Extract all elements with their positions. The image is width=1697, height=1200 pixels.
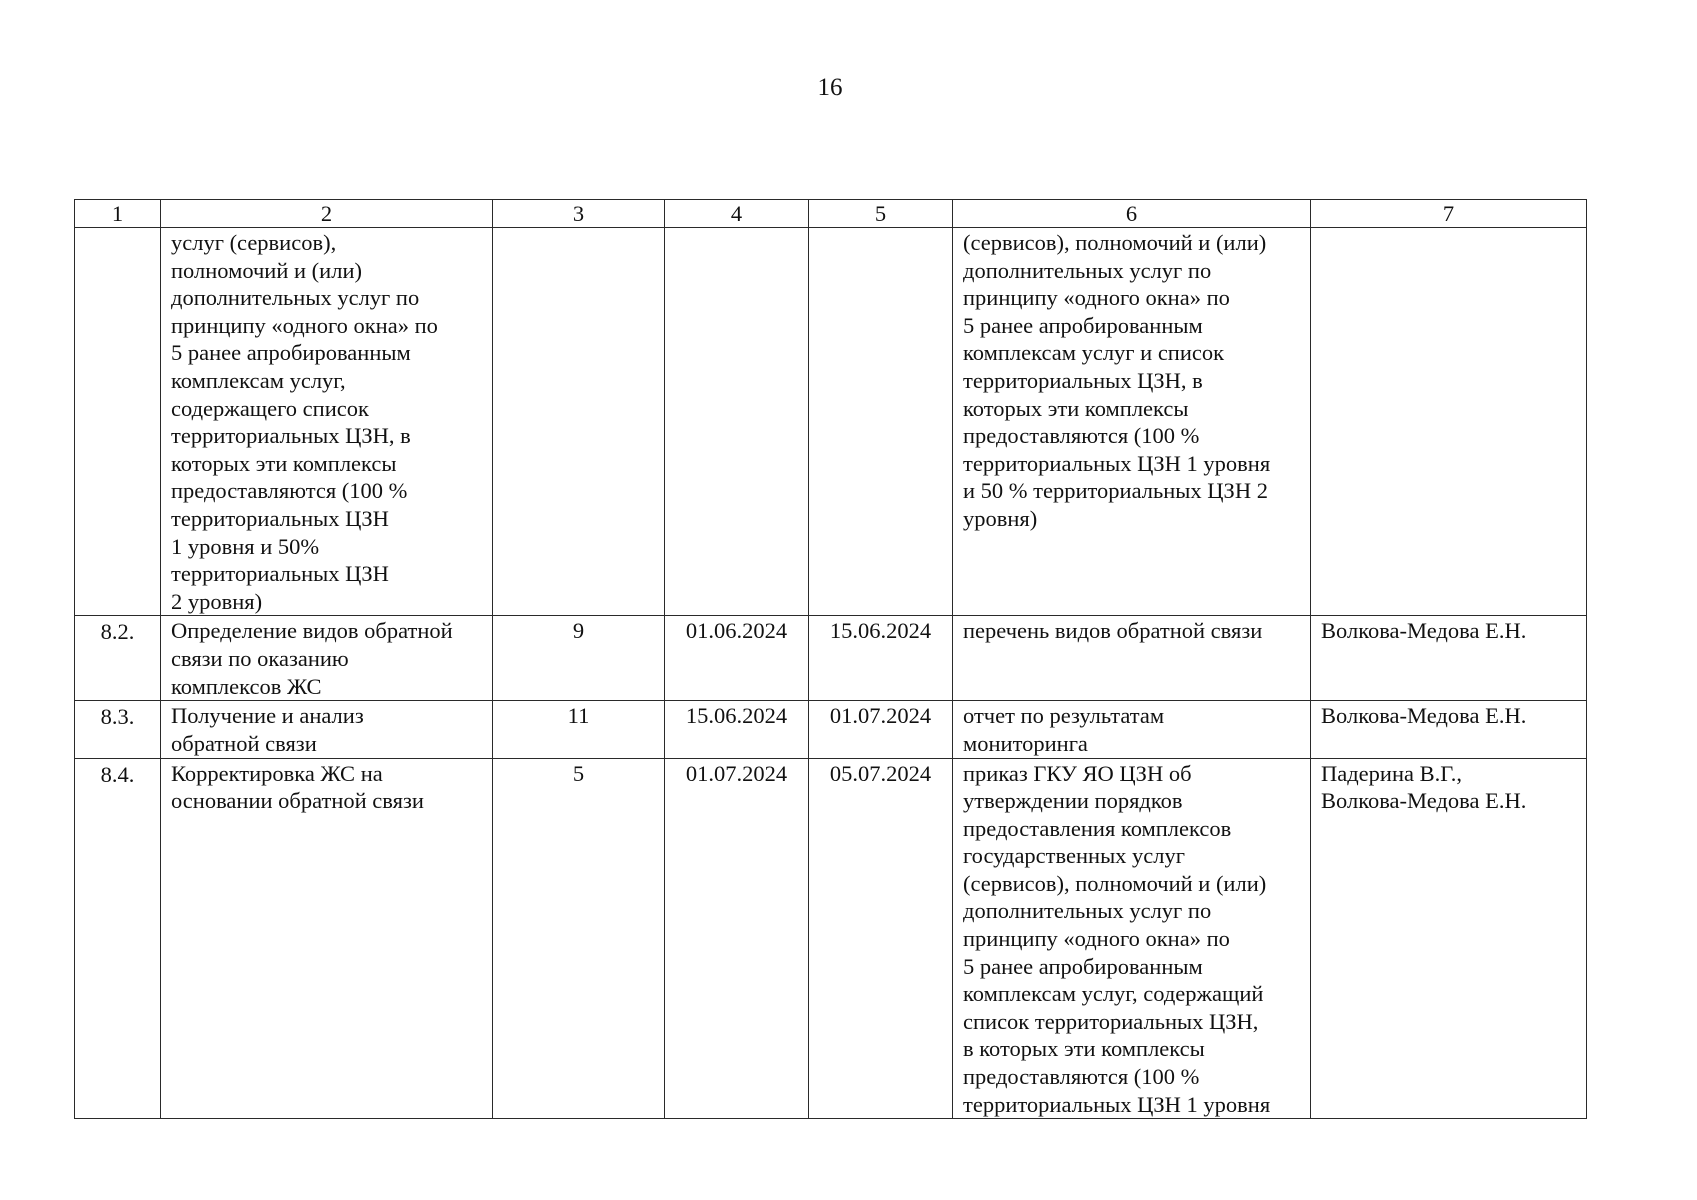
description-cell <box>161 616 493 701</box>
days-cell <box>493 616 665 701</box>
responsible-text: Волкова-Медова Е.Н. <box>1321 703 1527 729</box>
responsible-text: Падерина В.Г., Волкова-Медова Е.Н. <box>1321 760 1527 814</box>
end-date: 01.07.2024 <box>829 703 932 729</box>
table-row <box>75 228 1587 616</box>
days-cell <box>493 701 665 758</box>
days-value: 11 <box>567 703 590 729</box>
responsible-cell <box>1311 758 1587 1119</box>
start-date-cell <box>665 701 809 758</box>
column-header-5: 5 <box>809 200 953 228</box>
responsible-cell <box>1311 701 1587 758</box>
end-date: 05.07.2024 <box>829 760 932 786</box>
description-text: Получение и анализ обратной связи <box>171 703 364 756</box>
table-row <box>75 758 1587 1119</box>
result-cell <box>953 616 1311 701</box>
plan-table <box>74 199 1587 1119</box>
start-date: 01.07.2024 <box>685 760 788 786</box>
header-row <box>75 200 1587 228</box>
start-date-cell <box>665 758 809 1119</box>
row-number: 8.4. <box>100 761 135 787</box>
start-date-cell <box>665 228 809 616</box>
column-header-6: 6 <box>953 200 1311 228</box>
table-row <box>75 616 1587 701</box>
column-header-1: 1 <box>75 200 161 228</box>
result-text: отчет по результатам мониторинга <box>963 703 1165 756</box>
description-text: Определение видов обратной связи по оказанию комплексов ЖС <box>171 618 453 699</box>
description-text: услуг (сервисов), полномочий и (или) дополнительных услуг по принципу «одного окна» по 5 ранее апробированным комплексам услуг, содержащего список территориальных ЦЗН, в которых эти комплексы предоставляются (100 % территориальных ЦЗН 1 уровня и 50% территориальных ЦЗН 2 уровня) <box>171 230 438 614</box>
responsible-cell <box>1311 228 1587 616</box>
column-header-2: 2 <box>161 200 493 228</box>
row-number: 8.2. <box>100 619 135 645</box>
row-number-cell <box>75 616 161 701</box>
column-header-7: 7 <box>1311 200 1587 228</box>
description-text: Корректировка ЖС на основании обратной связи <box>171 760 424 814</box>
column-header-3: 3 <box>493 200 665 228</box>
responsible-text: Волкова-Медова Е.Н. <box>1321 618 1527 644</box>
result-text: перечень видов обратной связи <box>963 618 1263 644</box>
result-cell <box>953 758 1311 1119</box>
row-number-cell <box>75 758 161 1119</box>
days-value: 5 <box>572 760 585 786</box>
responsible-cell <box>1311 616 1587 701</box>
page-number: 16 <box>817 74 843 101</box>
description-cell <box>161 228 493 616</box>
row-number: 8.3. <box>100 704 135 730</box>
end-date-cell <box>809 616 953 701</box>
end-date-cell <box>809 701 953 758</box>
result-text: приказ ГКУ ЯО ЦЗН об утверждении порядков предоставления комплексов государственных услуг (сервисов), полномочий и (или) дополнительных услуг по принципу «одного окна» по 5 ранее апробированным комплексам услуг, содержащий список территориальных ЦЗН, в которых эти комплексы предоставляются (100 % территориальных ЦЗН 1 уровня <box>963 760 1271 1117</box>
start-date: 15.06.2024 <box>685 703 788 729</box>
description-cell <box>161 701 493 758</box>
description-cell <box>161 758 493 1119</box>
end-date: 15.06.2024 <box>829 618 932 644</box>
column-header-4: 4 <box>665 200 809 228</box>
start-date: 01.06.2024 <box>685 618 788 644</box>
end-date-cell <box>809 228 953 616</box>
days-cell <box>493 228 665 616</box>
row-number-cell <box>75 228 161 616</box>
result-cell <box>953 228 1311 616</box>
table-row <box>75 701 1587 758</box>
result-text: (сервисов), полномочий и (или) дополнительных услуг по принципу «одного окна» по 5 ранее апробированным комплексам услуг и список территориальных ЦЗН, в которых эти комплексы предоставляются (100 % территориальных ЦЗН 1 уровня и 50 % территориальных ЦЗН 2 уровня) <box>963 230 1271 531</box>
start-date-cell <box>665 616 809 701</box>
end-date-cell <box>809 758 953 1119</box>
result-cell <box>953 701 1311 758</box>
days-value: 9 <box>572 618 585 644</box>
row-number-cell <box>75 701 161 758</box>
days-cell <box>493 758 665 1119</box>
